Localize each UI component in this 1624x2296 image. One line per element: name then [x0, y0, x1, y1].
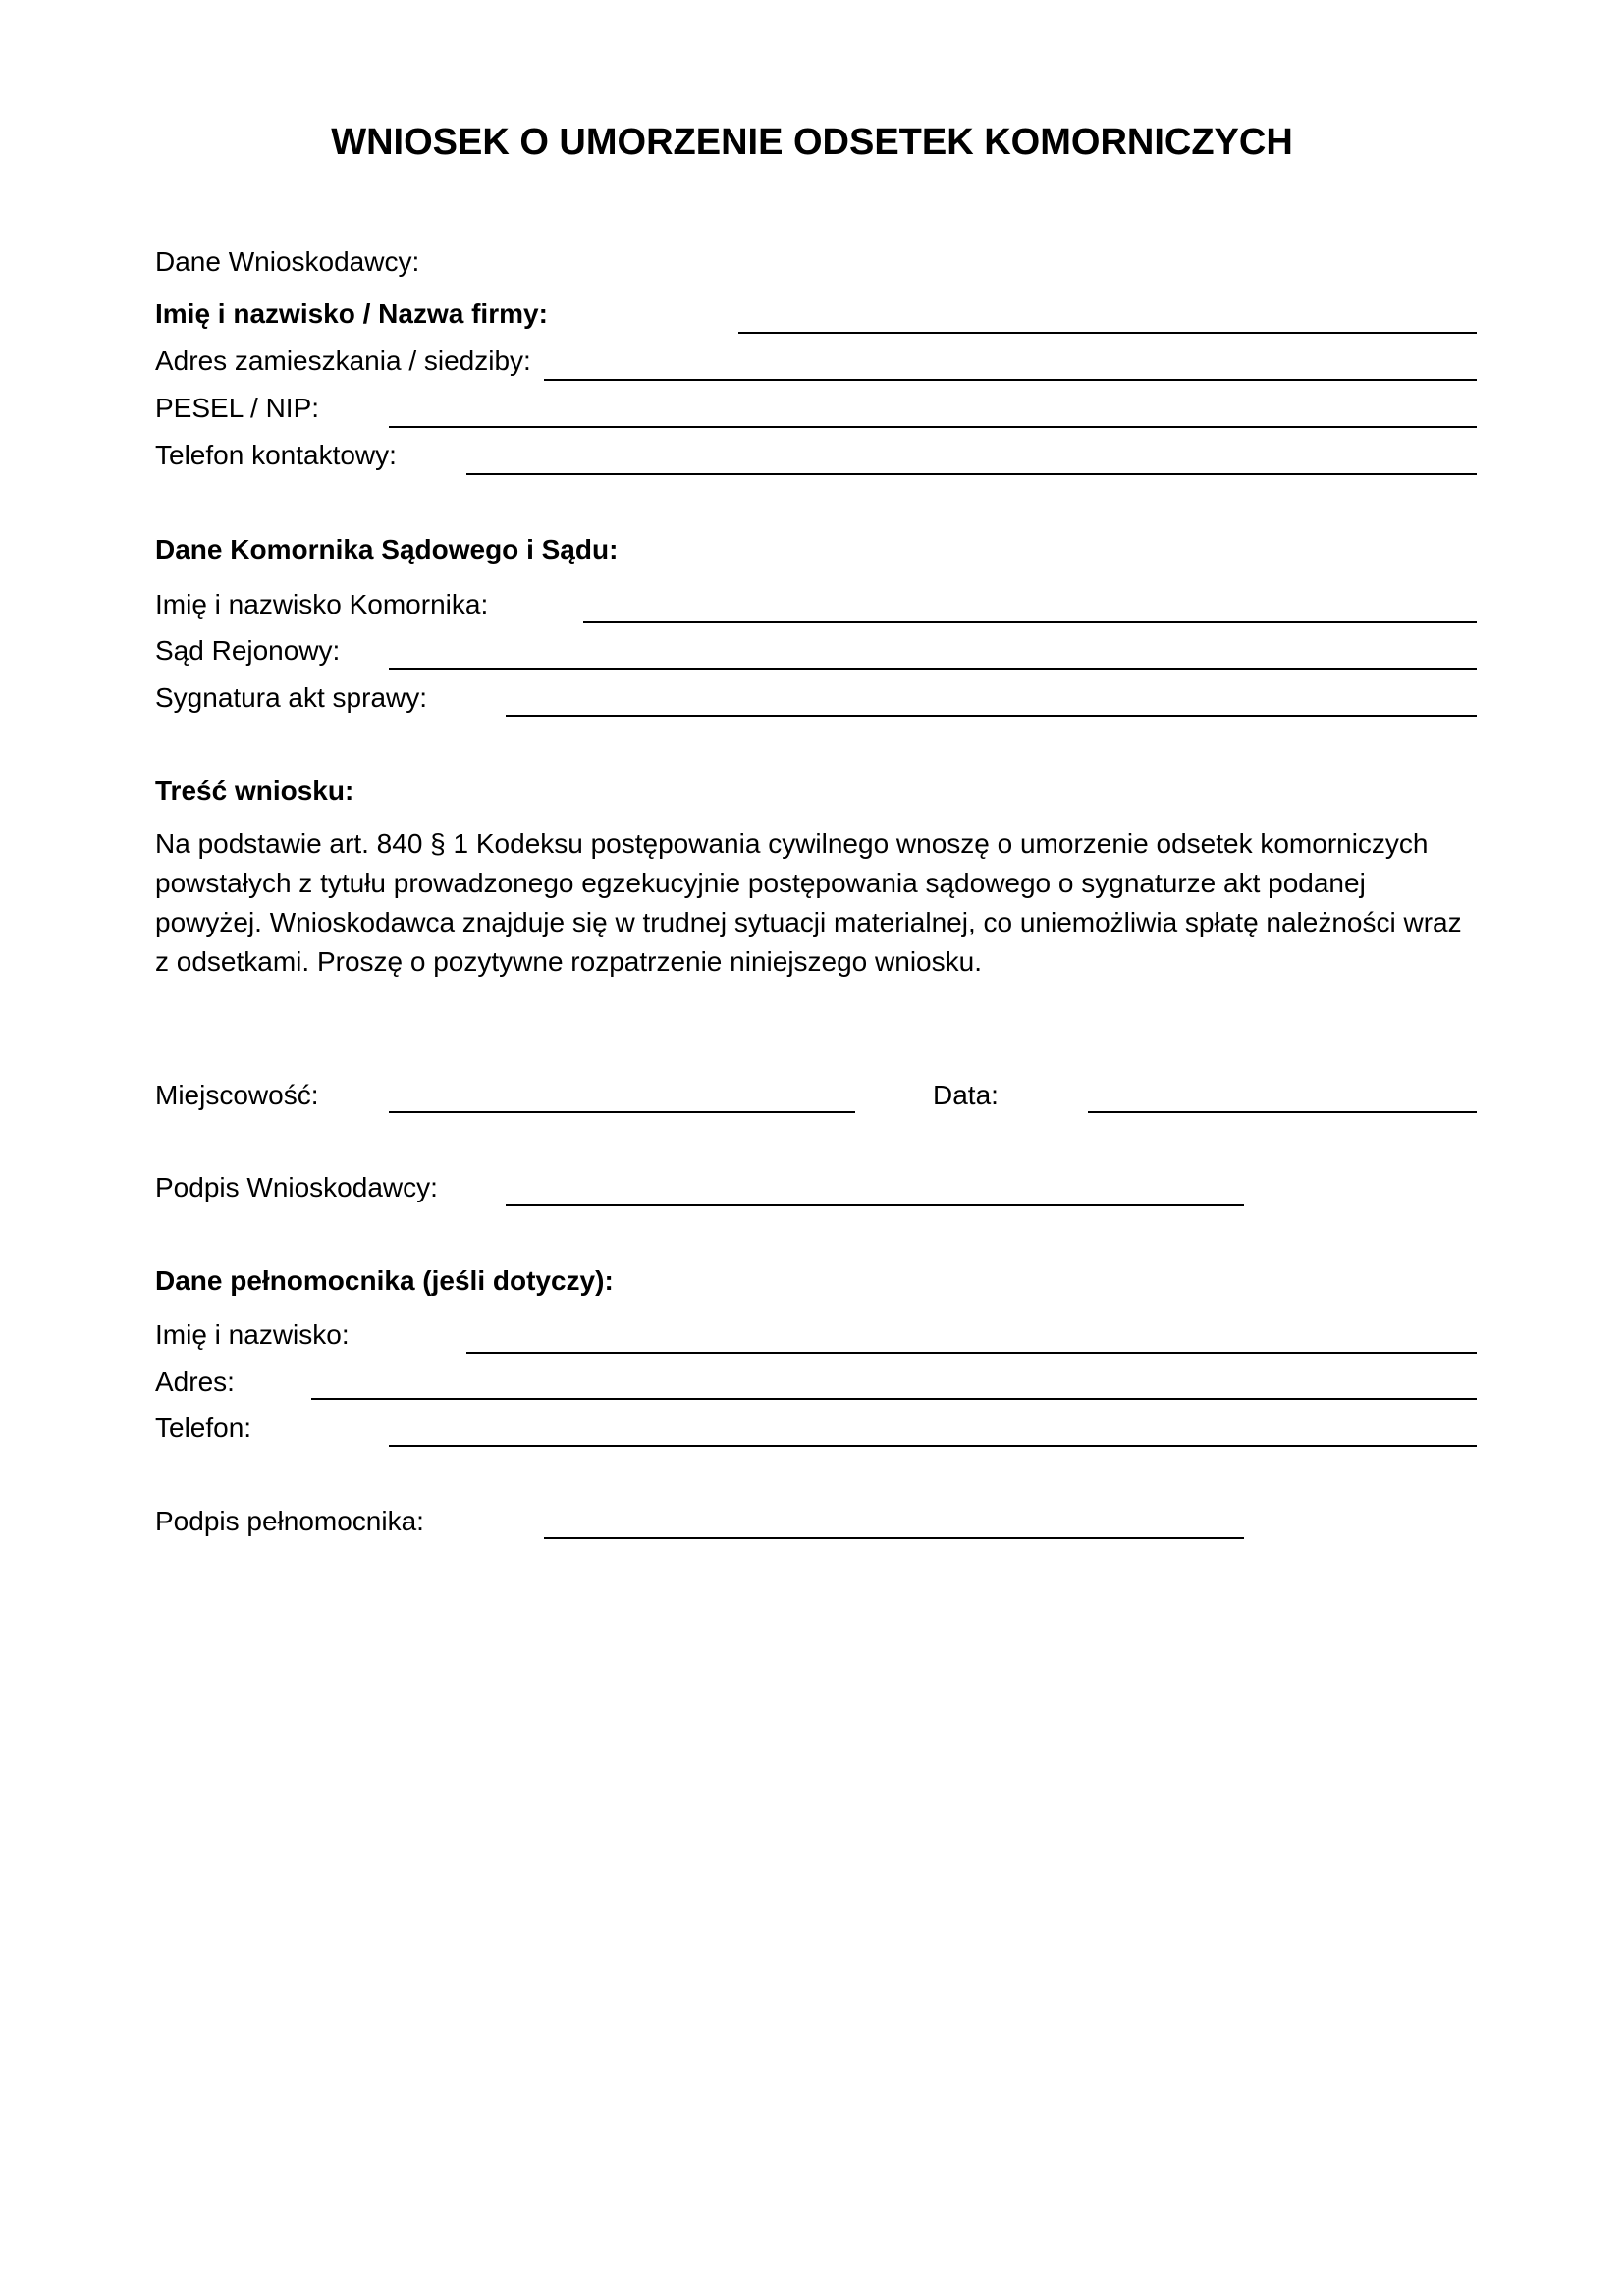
- applicant-phone-field[interactable]: [466, 473, 1477, 475]
- request-line: Na podstawie art. 840 § 1 Kodeksu postępowania cywilnego wnoszę o umorzenie odsetek komorniczych: [155, 828, 1429, 859]
- attorney-signature-label: Podpis pełnomocnika:: [155, 1506, 424, 1536]
- case-number-field[interactable]: [506, 715, 1477, 717]
- applicant-phone-label: Telefon kontaktowy:: [155, 440, 397, 470]
- bailiff-name-field[interactable]: [583, 621, 1477, 623]
- applicant-signature-label: Podpis Wnioskodawcy:: [155, 1172, 438, 1202]
- applicant-pesel-field[interactable]: [389, 426, 1477, 428]
- place-field[interactable]: [389, 1111, 855, 1113]
- request-line: powstałych z tytułu prowadzonego egzekucyjnie postępowania sądowego o sygnaturze akt podanej: [155, 868, 1366, 898]
- applicant-pesel-label: PESEL / NIP:: [155, 393, 320, 423]
- applicant-name-label: Imię i nazwisko / Nazwa firmy:: [155, 298, 548, 329]
- court-field[interactable]: [389, 668, 1477, 670]
- applicant-signature-field[interactable]: [506, 1204, 1244, 1206]
- attorney-phone-label: Telefon:: [155, 1413, 252, 1443]
- attorney-name-field[interactable]: [466, 1352, 1477, 1354]
- place-label: Miejscowość:: [155, 1080, 319, 1110]
- attorney-phone-field[interactable]: [389, 1445, 1477, 1447]
- applicant-address-label: Adres zamieszkania / siedziby:: [155, 346, 531, 376]
- applicant-name-field[interactable]: [738, 332, 1477, 334]
- date-field[interactable]: [1088, 1111, 1477, 1113]
- attorney-address-field[interactable]: [311, 1398, 1477, 1400]
- document-title: WNIOSEK O UMORZENIE ODSETEK KOMORNICZYCH: [331, 122, 1293, 163]
- attorney-signature-field[interactable]: [544, 1537, 1244, 1539]
- request-line: powyżej. Wnioskodawca znajduje się w trudnej sytuacji materialnej, co uniemożliwia spłatę należności wraz: [155, 907, 1462, 937]
- case-number-label: Sygnatura akt sprawy:: [155, 682, 428, 713]
- applicant-address-field[interactable]: [544, 379, 1477, 381]
- attorney-name-label: Imię i nazwisko:: [155, 1319, 350, 1350]
- request-paragraph: [155, 825, 1490, 982]
- applicant-heading: Dane Wnioskodawcy:: [155, 246, 420, 277]
- request-heading: Treść wniosku:: [155, 775, 354, 806]
- date-label: Data:: [933, 1080, 999, 1110]
- bailiff-heading: Dane Komornika Sądowego i Sądu:: [155, 534, 619, 564]
- court-label: Sąd Rejonowy:: [155, 635, 341, 666]
- attorney-heading: Dane pełnomocnika (jeśli dotyczy):: [155, 1265, 614, 1296]
- request-line: z odsetkami. Proszę o pozytywne rozpatrzenie niniejszego wniosku.: [155, 946, 982, 977]
- attorney-address-label: Adres:: [155, 1366, 235, 1397]
- bailiff-name-label: Imię i nazwisko Komornika:: [155, 589, 489, 619]
